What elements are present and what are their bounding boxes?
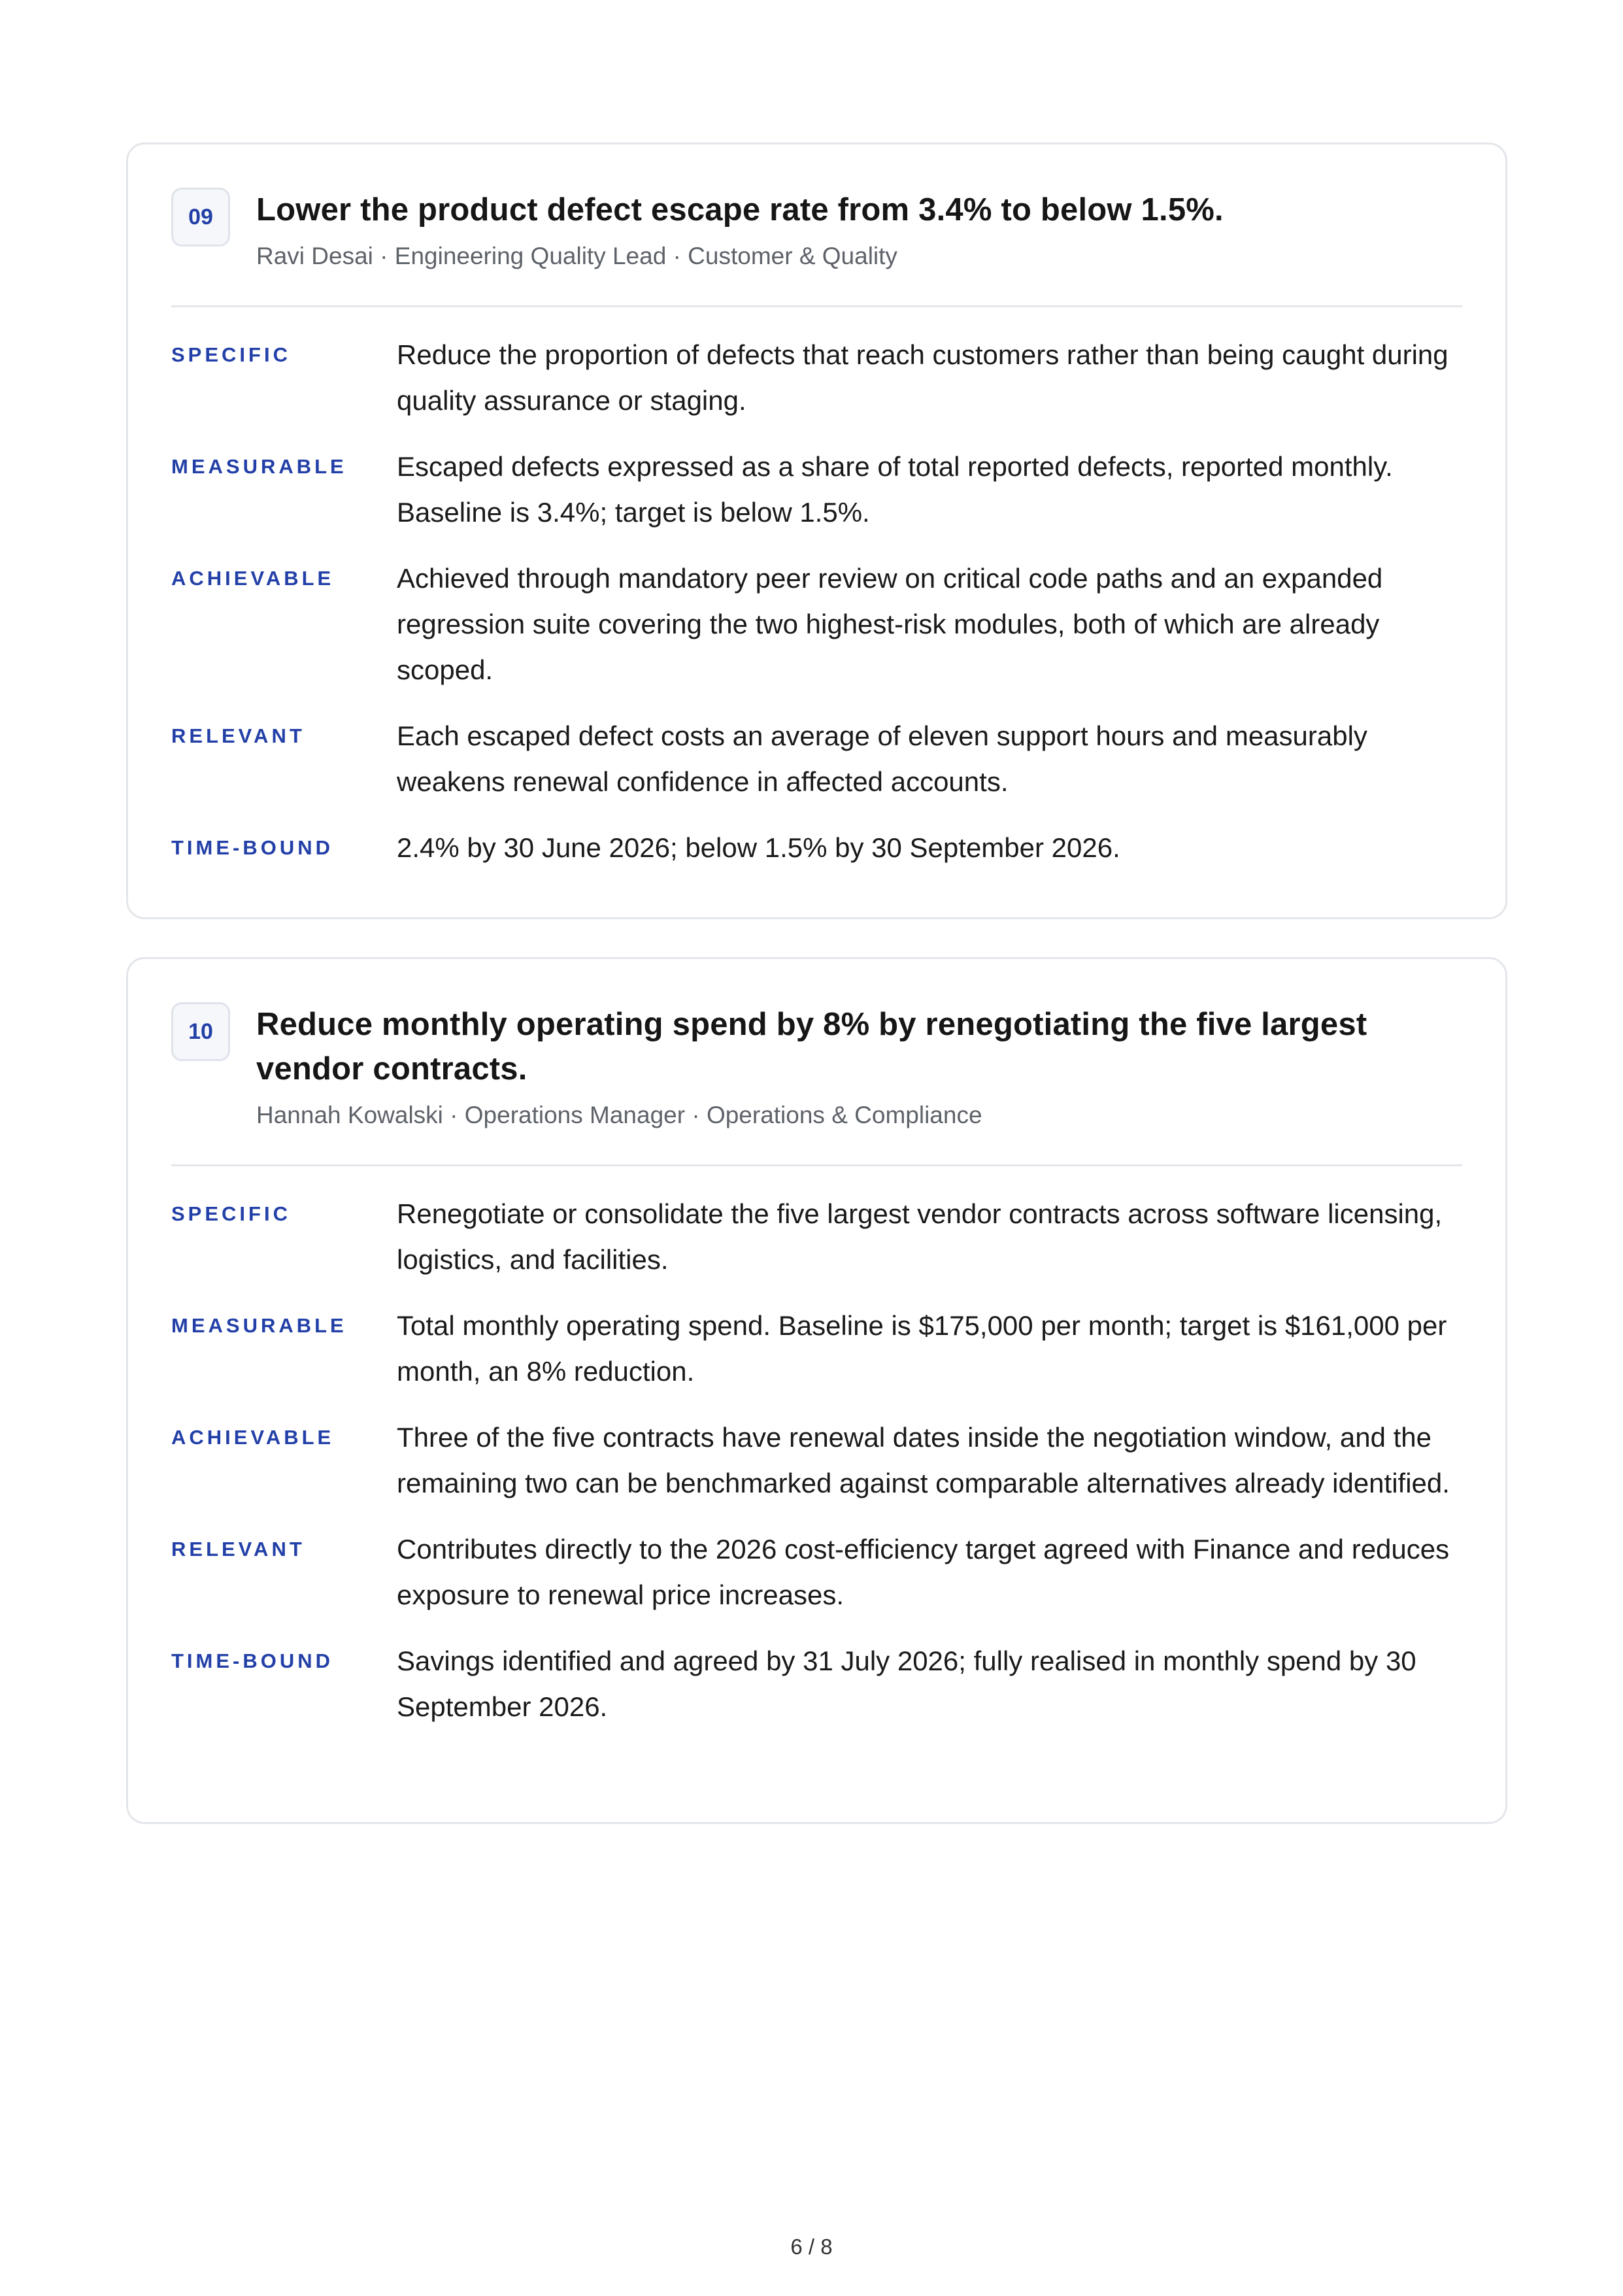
smart-criteria-list <box>171 307 1462 871</box>
smart-row-measurable <box>171 1303 1462 1394</box>
smart-row-specific <box>171 1191 1462 1283</box>
criterion-label: MEASURABLE <box>171 455 347 478</box>
criterion-text: Three of the five contracts have renewal dates inside the negotiation window, and the remaining two can be benchmarked against comparable alternatives already identified. <box>397 1422 1450 1498</box>
criterion-text: Renegotiate or consolidate the five largest vendor contracts across software licensing, logistics, and facilities. <box>397 1198 1443 1275</box>
criterion-label: ACHIEVABLE <box>171 1426 335 1449</box>
criterion-label: SPECIFIC <box>171 1202 291 1225</box>
criterion-text: Achieved through mandatory peer review on critical code paths and an expanded regression suite covering the two highest-risk modules, both of which are already scoped. <box>397 563 1383 685</box>
criterion-text: 2.4% by 30 June 2026; below 1.5% by 30 September 2026. <box>397 832 1120 863</box>
goal-owner-meta: Ravi Desai · Engineering Quality Lead · Customer & Quality <box>256 243 897 269</box>
criterion-label: ACHIEVABLE <box>171 567 335 590</box>
smart-row-achievable <box>171 1415 1462 1506</box>
goal-number-badge: 09 <box>171 188 230 246</box>
criterion-label: SPECIFIC <box>171 343 291 366</box>
goal-number-badge: 10 <box>171 1002 230 1061</box>
criterion-label: RELEVANT <box>171 724 305 747</box>
criterion-text: Escaped defects expressed as a share of total reported defects, reported monthly. Baseline is 3.4%; target is below 1.5%. <box>397 451 1393 528</box>
criterion-label: TIME-BOUND <box>171 836 334 859</box>
goal-title: Reduce monthly operating spend by 8% by renegotiating the five largest vendor contracts. <box>256 1007 1367 1087</box>
criterion-label: MEASURABLE <box>171 1314 347 1337</box>
smart-row-achievable <box>171 556 1462 693</box>
criterion-text: Reduce the proportion of defects that reach customers rather than being caught during quality assurance or staging. <box>397 339 1448 416</box>
smart-criteria-list <box>171 1166 1462 1730</box>
smart-row-relevant <box>171 713 1462 805</box>
smart-row-specific <box>171 332 1462 424</box>
smart-row-measurable <box>171 444 1462 535</box>
criterion-text: Savings identified and agreed by 31 July 2026; fully realised in monthly spend by 30 September 2026. <box>397 1646 1416 1722</box>
smart-row-time-bound <box>171 825 1462 871</box>
criterion-text: Total monthly operating spend. Baseline is $175,000 per month; target is $161,000 per month, an 8% reduction. <box>397 1310 1447 1387</box>
smart-row-relevant <box>171 1527 1462 1618</box>
criterion-label: TIME-BOUND <box>171 1649 334 1672</box>
goal-card <box>126 957 1507 1824</box>
criterion-label: RELEVANT <box>171 1538 305 1561</box>
goal-title: Lower the product defect escape rate from 3.4% to below 1.5%. <box>256 192 1224 228</box>
page-number: 6 / 8 <box>790 2235 833 2259</box>
goal-card-header <box>171 1002 1462 1166</box>
smart-row-time-bound <box>171 1638 1462 1730</box>
goal-card-header <box>171 188 1462 307</box>
criterion-text: Contributes directly to the 2026 cost-efficiency target agreed with Finance and reduces exposure to renewal price increases. <box>397 1534 1450 1610</box>
goal-owner-meta: Hannah Kowalski · Operations Manager · Operations & Compliance <box>256 1102 982 1128</box>
criterion-text: Each escaped defect costs an average of eleven support hours and measurably weakens renewal confidence in affected accounts. <box>397 720 1367 797</box>
goal-card <box>126 143 1507 919</box>
